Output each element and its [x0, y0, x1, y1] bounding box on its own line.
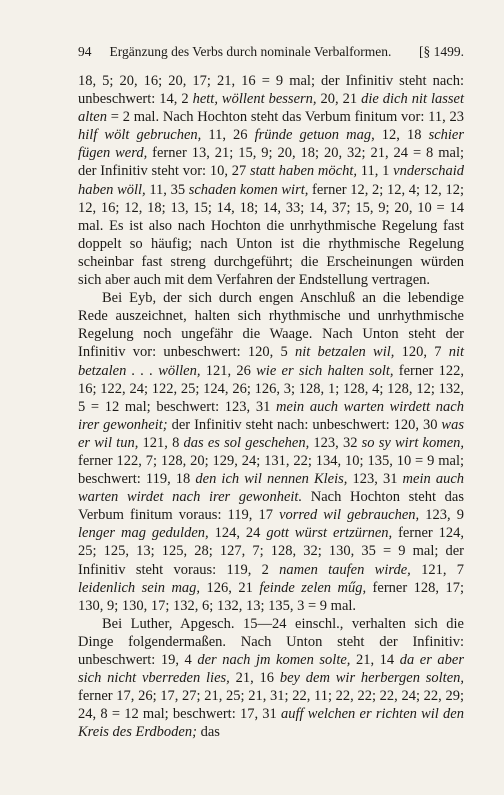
text-run: Nach Hochton steht das Verbum finitum voraus: 119, 17: [78, 489, 465, 524]
text-run: 126, 21: [200, 579, 260, 596]
text-run: Bei Eyb, der sich durch engen Anschluß an die lebendige Rede auszeichnet, halten sich rhythmische und unrhythmische Regelung noch ungefähr die Waage. Nach Unton steht der Infinitiv vor: unbeschwert: 120, 5: [78, 290, 464, 361]
text-run: 123, 9: [419, 507, 464, 524]
text-run: ferner 17, 26; 17, 27; 21, 25; 21, 31; 22, 11; 22, 22; 22, 24; 22, 29; 24, 8 = 12 mal; beschwert: 17, 31: [78, 688, 464, 723]
italic-quote: bey dem wir herbergen solten,: [279, 670, 465, 687]
italic-quote: schaden komen wirt,: [188, 181, 309, 198]
text-run: 11, 1: [357, 163, 394, 180]
italic-quote: vnderschaid haben wöll,: [78, 163, 465, 198]
text-run: ferner 12, 2; 12, 4; 12, 12; 12, 16; 12, 18; 13, 15; 14, 18; 14, 33; 14, 37; 15, 9; 20, 10 = 14 mal. Es ist also nach Hochton die unrhythmische Regelung fast doppelt so häufig; nach Unton ist die rhythmische Regelung scheinbar fast streng durchgeführt; die Erscheinungen würden sich aber auch mit dem Verfahren der Endstellung vertragen.: [78, 181, 464, 289]
italic-quote: mein auch warten wirdett nach irer gewonheit;: [78, 398, 464, 433]
text-run: 21, 16: [229, 670, 280, 687]
text-run: 11, 26: [201, 127, 255, 144]
italic-quote: der nach jm komen solte,: [197, 652, 351, 668]
italic-quote: hett, wöllent bessern,: [192, 91, 317, 108]
paragraph: [78, 615, 464, 742]
text-run: 123, 32: [309, 434, 362, 451]
text-run: 121, 26: [200, 362, 257, 379]
text-run: das: [196, 724, 220, 741]
running-header: [78, 44, 464, 60]
italic-quote: statt haben möcht,: [249, 163, 357, 180]
italic-quote: das es sol geschehen,: [183, 434, 310, 451]
text-run: 121, 8: [138, 434, 184, 451]
italic-quote: so sy wirt komen,: [361, 434, 465, 451]
running-title: Ergänzung des Verbs durch nominale Verbalformen.: [109, 44, 392, 59]
italic-quote: lenger mag gedulden,: [78, 525, 209, 542]
italic-quote: schier fügen werd,: [78, 127, 464, 162]
text-run: 18, 5; 20, 16; 20, 17; 21, 16 = 9 mal; der Infinitiv steht nach: unbeschwert: 14, 2: [78, 73, 464, 108]
text-run: = 2 mal. Nach Hochton steht das Verbum finitum vor: 11, 23: [107, 109, 464, 126]
page-number: 94: [78, 44, 92, 59]
text-run: der Infinitiv steht nach: unbeschwert: 120, 30: [167, 416, 442, 433]
italic-quote: da er aber sich nicht vberreden lies,: [78, 652, 464, 687]
italic-quote: die dich nit lasset alten: [78, 91, 465, 126]
text-run: 11, 35: [145, 181, 189, 198]
text-run: Bei Luther, Apgesch. 15—24 einschl., verhalten sich die Dinge folgendermaßen. Nach Unton steht der Infinitiv: unbeschwert: 19, 4: [78, 615, 464, 668]
italic-quote: den ich wil nennen Kleis,: [195, 471, 348, 488]
text-run: 21, 14: [350, 652, 400, 668]
text-run: ferner 122, 7; 128, 20; 129, 24; 131, 22; 134, 10; 135, 10 = 9 mal; beschwert: 119, 18: [78, 452, 464, 488]
italic-quote: feinde zelen műg,: [259, 579, 367, 596]
italic-quote: nit betzalen wil,: [294, 344, 395, 361]
text-run: 121, 7: [410, 561, 464, 578]
text-run: ferner 128, 17; 130, 9; 130, 17; 132, 6; 132, 13; 135, 3 = 9 mal.: [78, 579, 464, 614]
text-run: ferner 124, 25; 125, 13; 125, 28; 127, 7; 128, 32; 130, 35 = 9 mal; der Infinitiv steht voraus: 119, 2: [78, 525, 465, 578]
paragraph: [78, 72, 464, 289]
body-text: [78, 72, 464, 741]
section-number: [§ 1499.: [419, 44, 464, 59]
italic-quote: nit betzalen . . . wöllen,: [78, 344, 465, 379]
text-run: 123, 31: [347, 471, 403, 488]
text-run: 20, 21: [316, 91, 362, 108]
text-run: 12, 18: [374, 127, 429, 144]
italic-quote: mein auch warten wirdet nach irer gewonheit.: [78, 471, 465, 506]
italic-quote: fründe getuon mag,: [254, 127, 375, 144]
italic-quote: hilf wölt gebruchen,: [78, 127, 202, 144]
italic-quote: auff welchen er richten wil den Kreis des Erdboden;: [78, 706, 464, 741]
paragraph: [78, 289, 464, 615]
text-run: ferner 13, 21; 15, 9; 20, 18; 20, 32; 21, 24 = 8 mal; der Infinitiv steht vor: 10, 27: [78, 145, 464, 180]
italic-quote: vorred wil gebrauchen,: [279, 507, 420, 524]
italic-quote: was er wil tun,: [78, 416, 464, 451]
text-run: ferner 122, 16; 122, 24; 122, 25; 124, 26; 126, 3; 128, 1; 128, 4; 128, 12; 132, 5 = 12 mal; beschwert: 123, 31: [78, 362, 464, 415]
italic-quote: wie er sich halten solt,: [256, 362, 394, 379]
text-run: 120, 7: [394, 344, 449, 361]
text-run: 124, 24: [208, 525, 267, 542]
italic-quote: namen taufen wirde,: [279, 561, 411, 578]
italic-quote: leidenlich sein mag,: [78, 579, 201, 596]
italic-quote: gott würst ertzürnen,: [266, 525, 393, 542]
